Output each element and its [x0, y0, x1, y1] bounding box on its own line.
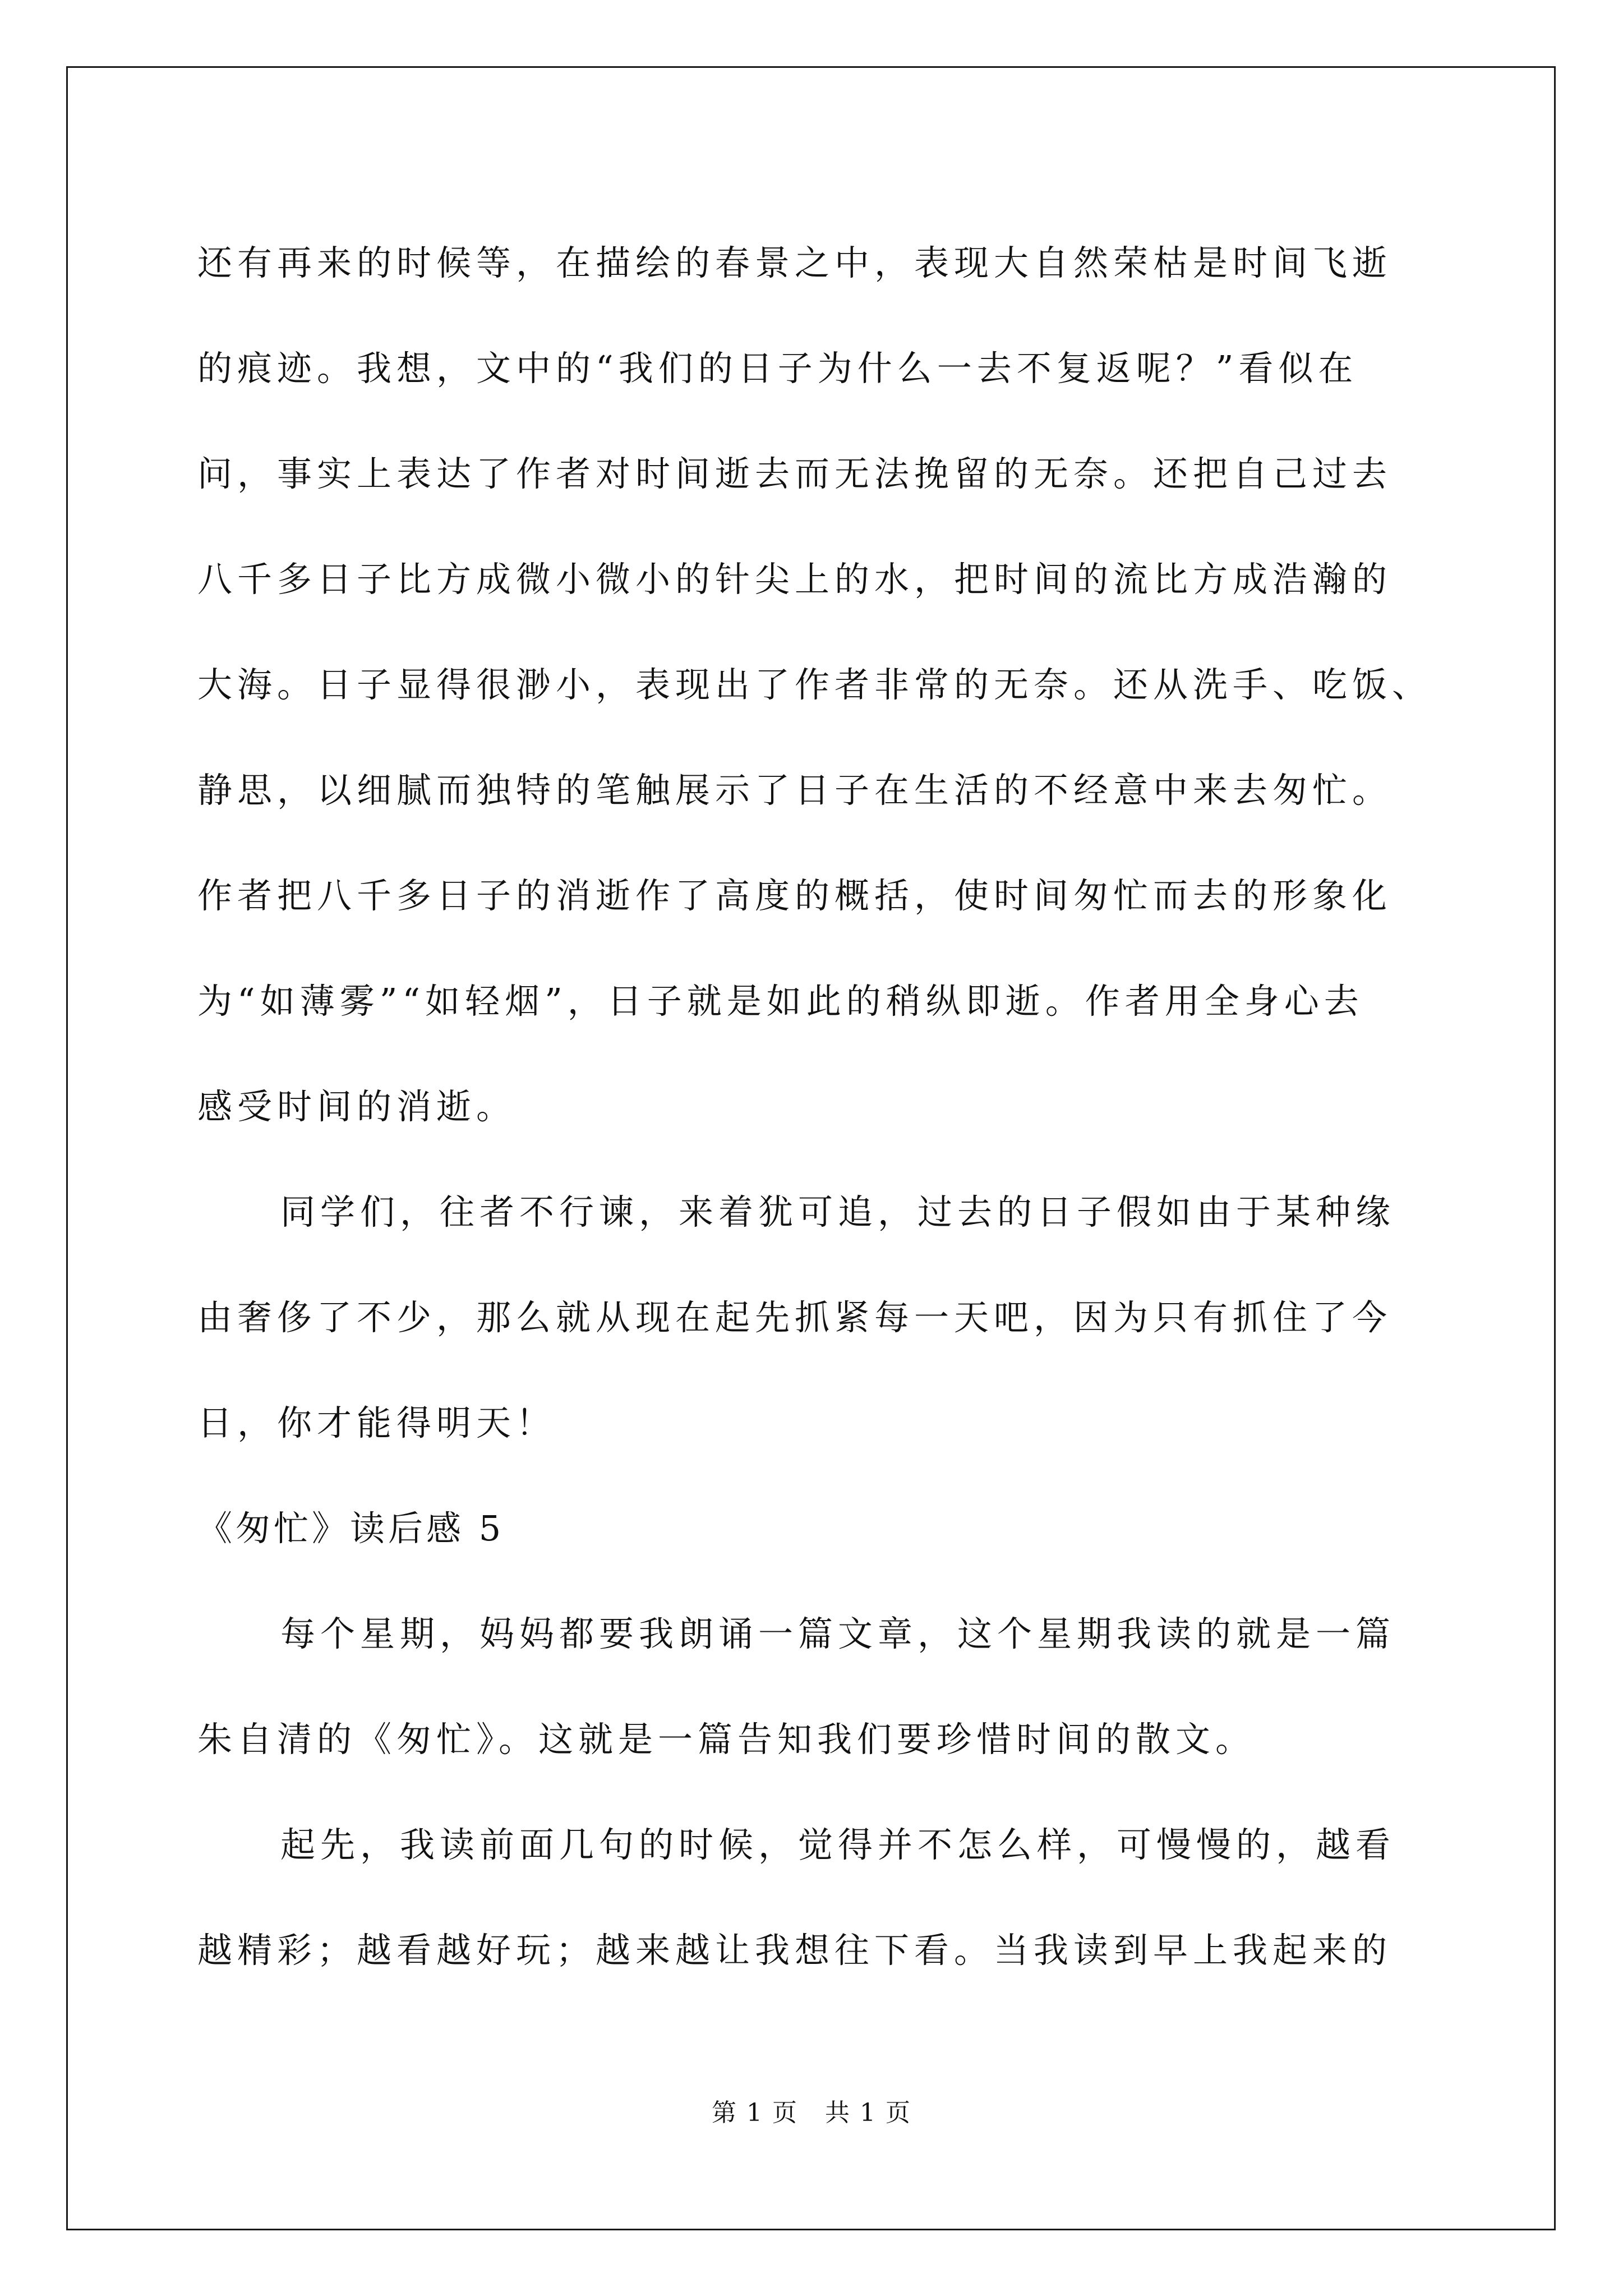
- paragraph-start-line: 每个星期，妈妈都要我朗诵一篇文章，这个星期我读的就是一篇: [280, 1613, 1396, 1654]
- paragraph-start-line: 起先，我读前面几句的时候，觉得并不怎么样，可慢慢的，越看: [280, 1824, 1396, 1865]
- paragraph-start-line: 同学们，往者不行谏，来着犹可追，过去的日子假如由于某种缘: [280, 1191, 1396, 1232]
- page-total: 共 1 页: [825, 2099, 911, 2127]
- text-line: 作者把八千多日子的消逝作了高度的概括，使时间匆忙而去的形象化: [197, 875, 1393, 916]
- page-number: 第 1 页: [712, 2099, 798, 2127]
- text-line: 日，你才能得明天！: [197, 1402, 556, 1443]
- text-line: 大海。日子显得很渺小，表现出了作者非常的无奈。还从洗手、吃饭、: [197, 664, 1432, 705]
- section-heading: 《匆忙》读后感 5: [197, 1508, 505, 1549]
- text-line: 越精彩；越看越好玩；越来越让我想往下看。当我读到早上我起来的: [197, 1930, 1393, 1971]
- text-line: 的痕迹。我想，文中的“我们的日子为什么一去不复返呢？”看似在: [197, 348, 1358, 389]
- document-body: [197, 210, 1465, 2003]
- text-line: 由奢侈了不少，那么就从现在起先抓紧每一天吧，因为只有抓住了今: [197, 1297, 1393, 1338]
- text-line: 感受时间的消逝。: [197, 1086, 517, 1127]
- text-line: 为“如薄雾”“如轻烟”，日子就是如此的稍纵即逝。作者用全身心去: [197, 981, 1364, 1022]
- text-line: 问，事实上表达了作者对时间逝去而无法挽留的无奈。还把自己过去: [197, 453, 1393, 494]
- text-line: 八千多日子比方成微小微小的针尖上的水，把时间的流比方成浩瀚的: [197, 559, 1393, 600]
- text-line: 还有再来的时候等，在描绘的春景之中，表现大自然荣枯是时间飞逝: [197, 242, 1393, 283]
- text-line: 朱自清的《匆忙》。这就是一篇告知我们要珍惜时间的散文。: [197, 1719, 1256, 1760]
- text-line: 静思，以细腻而独特的笔触展示了日子在生活的不经意中来去匆忙。: [197, 770, 1393, 811]
- page-footer: [0, 2092, 1623, 2128]
